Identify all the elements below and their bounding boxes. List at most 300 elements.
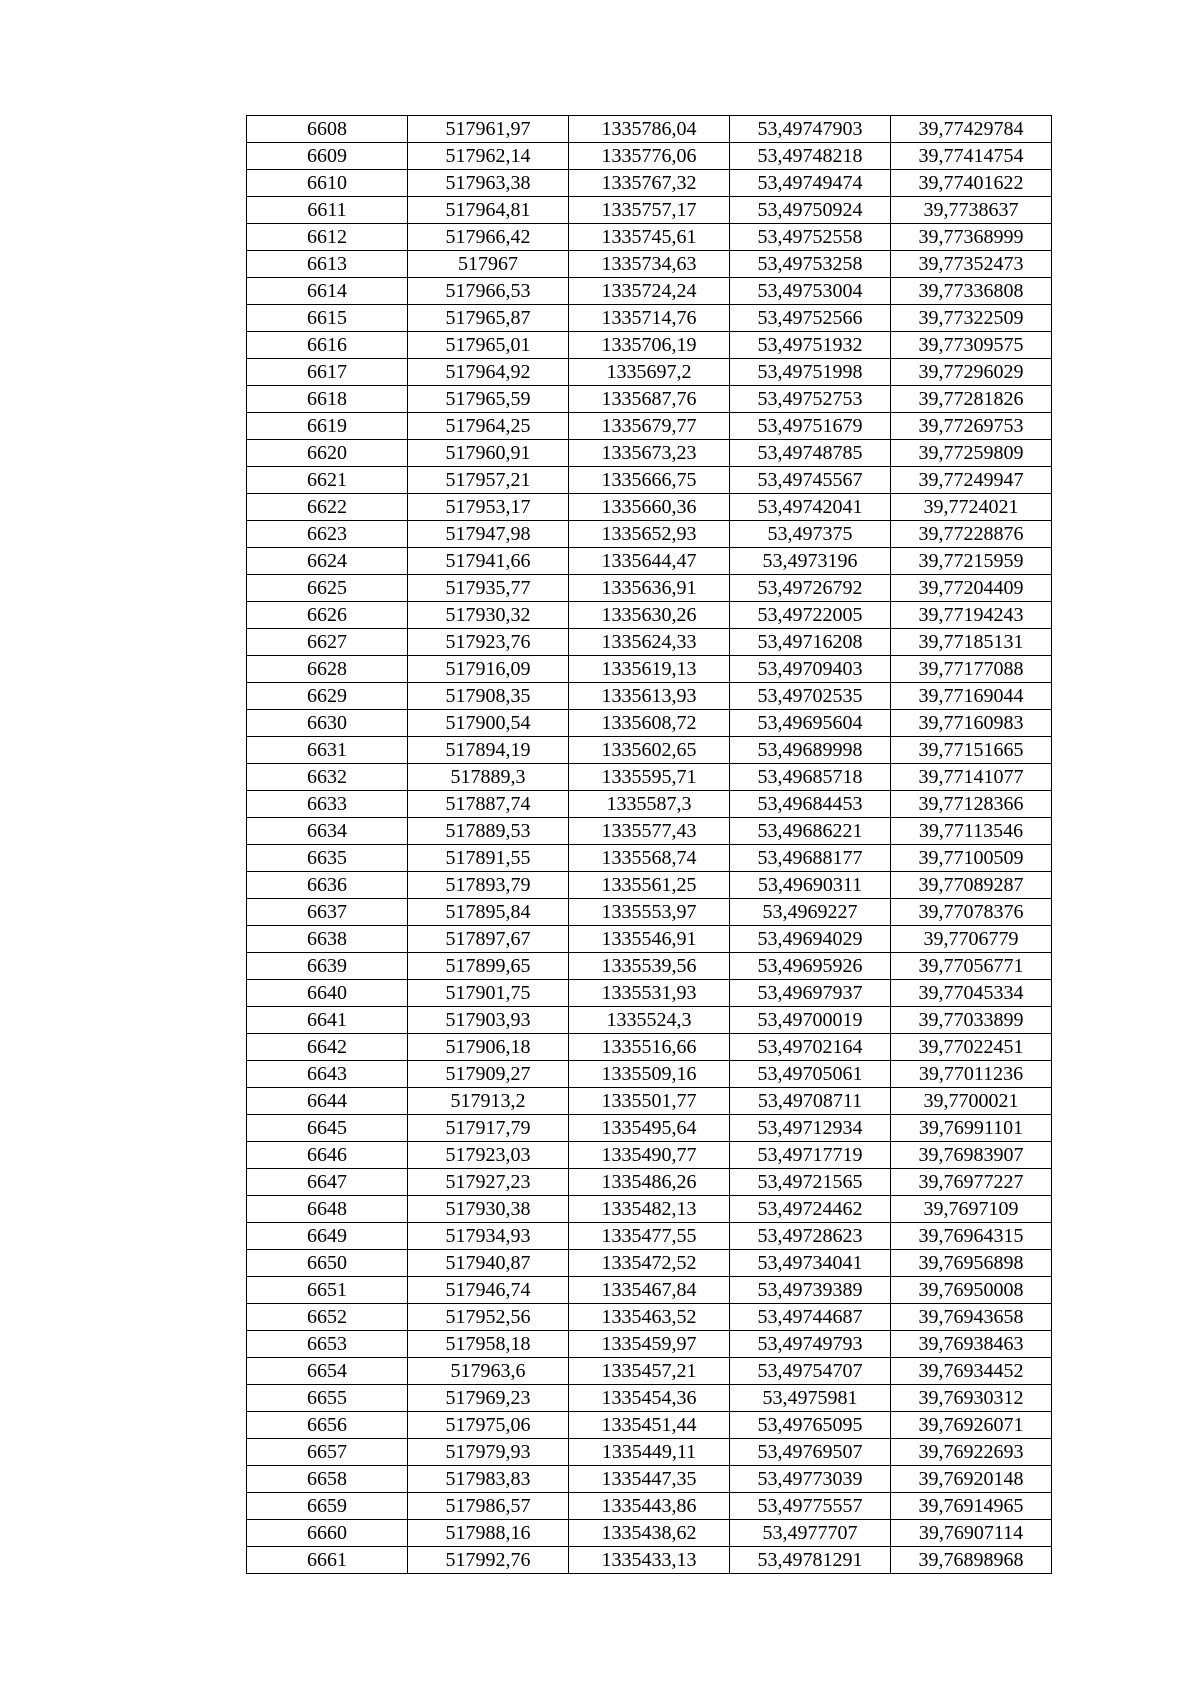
table-row [247,1142,1052,1169]
y-coordinate-cell: 1335451,44 [569,1412,730,1439]
x-coordinate-cell: 517964,81 [408,197,569,224]
x-coordinate-cell: 517941,66 [408,548,569,575]
y-coordinate-cell: 1335546,91 [569,926,730,953]
point-number-cell: 6634 [247,818,408,845]
table-row [247,1304,1052,1331]
latitude-cell: 53,49716208 [730,629,891,656]
latitude-cell: 53,49775557 [730,1493,891,1520]
latitude-cell: 53,49685718 [730,764,891,791]
point-number-cell: 6626 [247,602,408,629]
point-number-cell: 6636 [247,872,408,899]
latitude-cell: 53,49781291 [730,1547,891,1574]
latitude-cell: 53,49697937 [730,980,891,1007]
y-coordinate-cell: 1335608,72 [569,710,730,737]
table-row [247,224,1052,251]
x-coordinate-cell: 517908,35 [408,683,569,710]
x-coordinate-cell: 517940,87 [408,1250,569,1277]
latitude-cell: 53,49702164 [730,1034,891,1061]
y-coordinate-cell: 1335602,65 [569,737,730,764]
longitude-cell: 39,77215959 [891,548,1052,575]
latitude-cell: 53,49688177 [730,845,891,872]
longitude-cell: 39,77228876 [891,521,1052,548]
point-number-cell: 6638 [247,926,408,953]
latitude-cell: 53,49754707 [730,1358,891,1385]
point-number-cell: 6645 [247,1115,408,1142]
y-coordinate-cell: 1335509,16 [569,1061,730,1088]
latitude-cell: 53,497375 [730,521,891,548]
latitude-cell: 53,49751998 [730,359,891,386]
table-row [247,251,1052,278]
longitude-cell: 39,77336808 [891,278,1052,305]
latitude-cell: 53,49686221 [730,818,891,845]
x-coordinate-cell: 517891,55 [408,845,569,872]
table-row [247,1115,1052,1142]
y-coordinate-cell: 1335697,2 [569,359,730,386]
latitude-cell: 53,49752753 [730,386,891,413]
y-coordinate-cell: 1335687,76 [569,386,730,413]
table-row [247,467,1052,494]
x-coordinate-cell: 517916,09 [408,656,569,683]
x-coordinate-cell: 517893,79 [408,872,569,899]
y-coordinate-cell: 1335587,3 [569,791,730,818]
point-number-cell: 6644 [247,1088,408,1115]
table-row [247,521,1052,548]
point-number-cell: 6630 [247,710,408,737]
latitude-cell: 53,49748218 [730,143,891,170]
y-coordinate-cell: 1335477,55 [569,1223,730,1250]
longitude-cell: 39,77352473 [891,251,1052,278]
latitude-cell: 53,49734041 [730,1250,891,1277]
longitude-cell: 39,76914965 [891,1493,1052,1520]
point-number-cell: 6629 [247,683,408,710]
point-number-cell: 6624 [247,548,408,575]
table-row [247,1169,1052,1196]
point-number-cell: 6635 [247,845,408,872]
point-number-cell: 6659 [247,1493,408,1520]
point-number-cell: 6654 [247,1358,408,1385]
x-coordinate-cell: 517969,23 [408,1385,569,1412]
x-coordinate-cell: 517935,77 [408,575,569,602]
latitude-cell: 53,4977707 [730,1520,891,1547]
y-coordinate-cell: 1335613,93 [569,683,730,710]
point-number-cell: 6625 [247,575,408,602]
y-coordinate-cell: 1335724,24 [569,278,730,305]
y-coordinate-cell: 1335577,43 [569,818,730,845]
x-coordinate-cell: 517988,16 [408,1520,569,1547]
x-coordinate-cell: 517962,14 [408,143,569,170]
longitude-cell: 39,7706779 [891,926,1052,953]
table-row [247,737,1052,764]
coordinates-table [246,115,1052,1574]
y-coordinate-cell: 1335457,21 [569,1358,730,1385]
x-coordinate-cell: 517964,25 [408,413,569,440]
table-row [247,413,1052,440]
y-coordinate-cell: 1335454,36 [569,1385,730,1412]
table-row [247,494,1052,521]
longitude-cell: 39,76920148 [891,1466,1052,1493]
y-coordinate-cell: 1335636,91 [569,575,730,602]
y-coordinate-cell: 1335786,04 [569,116,730,143]
latitude-cell: 53,49722005 [730,602,891,629]
table-row [247,1061,1052,1088]
y-coordinate-cell: 1335438,62 [569,1520,730,1547]
table-row [247,170,1052,197]
table-row [247,1196,1052,1223]
x-coordinate-cell: 517965,87 [408,305,569,332]
latitude-cell: 53,49695604 [730,710,891,737]
longitude-cell: 39,77022451 [891,1034,1052,1061]
longitude-cell: 39,7724021 [891,494,1052,521]
latitude-cell: 53,49724462 [730,1196,891,1223]
longitude-cell: 39,77128366 [891,791,1052,818]
point-number-cell: 6632 [247,764,408,791]
latitude-cell: 53,49753258 [730,251,891,278]
latitude-cell: 53,49752558 [730,224,891,251]
point-number-cell: 6621 [247,467,408,494]
y-coordinate-cell: 1335624,33 [569,629,730,656]
table-row [247,305,1052,332]
x-coordinate-cell: 517986,57 [408,1493,569,1520]
longitude-cell: 39,76907114 [891,1520,1052,1547]
table-row [247,1034,1052,1061]
longitude-cell: 39,77322509 [891,305,1052,332]
y-coordinate-cell: 1335619,13 [569,656,730,683]
y-coordinate-cell: 1335433,13 [569,1547,730,1574]
y-coordinate-cell: 1335561,25 [569,872,730,899]
longitude-cell: 39,77033899 [891,1007,1052,1034]
longitude-cell: 39,77296029 [891,359,1052,386]
point-number-cell: 6631 [247,737,408,764]
latitude-cell: 53,49769507 [730,1439,891,1466]
longitude-cell: 39,76983907 [891,1142,1052,1169]
y-coordinate-cell: 1335553,97 [569,899,730,926]
table-row [247,980,1052,1007]
y-coordinate-cell: 1335447,35 [569,1466,730,1493]
point-number-cell: 6648 [247,1196,408,1223]
latitude-cell: 53,49752566 [730,305,891,332]
point-number-cell: 6656 [247,1412,408,1439]
x-coordinate-cell: 517887,74 [408,791,569,818]
x-coordinate-cell: 517946,74 [408,1277,569,1304]
point-number-cell: 6609 [247,143,408,170]
x-coordinate-cell: 517964,92 [408,359,569,386]
y-coordinate-cell: 1335486,26 [569,1169,730,1196]
table-row [247,1277,1052,1304]
x-coordinate-cell: 517966,42 [408,224,569,251]
y-coordinate-cell: 1335531,93 [569,980,730,1007]
latitude-cell: 53,49712934 [730,1115,891,1142]
latitude-cell: 53,49751679 [730,413,891,440]
table-row [247,1385,1052,1412]
table-row [247,359,1052,386]
latitude-cell: 53,49695926 [730,953,891,980]
longitude-cell: 39,76898968 [891,1547,1052,1574]
longitude-cell: 39,77151665 [891,737,1052,764]
table-row [247,1547,1052,1574]
y-coordinate-cell: 1335706,19 [569,332,730,359]
y-coordinate-cell: 1335463,52 [569,1304,730,1331]
x-coordinate-cell: 517899,65 [408,953,569,980]
x-coordinate-cell: 517957,21 [408,467,569,494]
table-row [247,197,1052,224]
table-row [247,845,1052,872]
longitude-cell: 39,7697109 [891,1196,1052,1223]
longitude-cell: 39,77078376 [891,899,1052,926]
y-coordinate-cell: 1335443,86 [569,1493,730,1520]
table-row [247,1223,1052,1250]
y-coordinate-cell: 1335482,13 [569,1196,730,1223]
table-row [247,1520,1052,1547]
latitude-cell: 53,49726792 [730,575,891,602]
x-coordinate-cell: 517900,54 [408,710,569,737]
table-row [247,1439,1052,1466]
x-coordinate-cell: 517927,23 [408,1169,569,1196]
latitude-cell: 53,49694029 [730,926,891,953]
table-row [247,1331,1052,1358]
table-row [247,1250,1052,1277]
y-coordinate-cell: 1335757,17 [569,197,730,224]
longitude-cell: 39,76964315 [891,1223,1052,1250]
x-coordinate-cell: 517958,18 [408,1331,569,1358]
x-coordinate-cell: 517965,01 [408,332,569,359]
y-coordinate-cell: 1335467,84 [569,1277,730,1304]
point-number-cell: 6641 [247,1007,408,1034]
latitude-cell: 53,49684453 [730,791,891,818]
x-coordinate-cell: 517975,06 [408,1412,569,1439]
point-number-cell: 6649 [247,1223,408,1250]
table-row [247,1007,1052,1034]
point-number-cell: 6620 [247,440,408,467]
y-coordinate-cell: 1335595,71 [569,764,730,791]
longitude-cell: 39,77160983 [891,710,1052,737]
point-number-cell: 6658 [247,1466,408,1493]
longitude-cell: 39,77169044 [891,683,1052,710]
longitude-cell: 39,77429784 [891,116,1052,143]
table-row [247,629,1052,656]
point-number-cell: 6637 [247,899,408,926]
y-coordinate-cell: 1335673,23 [569,440,730,467]
y-coordinate-cell: 1335745,61 [569,224,730,251]
table-row [247,602,1052,629]
longitude-cell: 39,76938463 [891,1331,1052,1358]
longitude-cell: 39,77100509 [891,845,1052,872]
table-row [247,143,1052,170]
point-number-cell: 6650 [247,1250,408,1277]
point-number-cell: 6614 [247,278,408,305]
longitude-cell: 39,76926071 [891,1412,1052,1439]
x-coordinate-cell: 517934,93 [408,1223,569,1250]
point-number-cell: 6646 [247,1142,408,1169]
point-number-cell: 6657 [247,1439,408,1466]
table-row [247,440,1052,467]
longitude-cell: 39,76977227 [891,1169,1052,1196]
latitude-cell: 53,4975981 [730,1385,891,1412]
latitude-cell: 53,4973196 [730,548,891,575]
latitude-cell: 53,49744687 [730,1304,891,1331]
point-number-cell: 6633 [247,791,408,818]
longitude-cell: 39,77113546 [891,818,1052,845]
x-coordinate-cell: 517961,97 [408,116,569,143]
longitude-cell: 39,77089287 [891,872,1052,899]
y-coordinate-cell: 1335679,77 [569,413,730,440]
latitude-cell: 53,49749793 [730,1331,891,1358]
point-number-cell: 6655 [247,1385,408,1412]
longitude-cell: 39,76950008 [891,1277,1052,1304]
x-coordinate-cell: 517963,38 [408,170,569,197]
table-row [247,1088,1052,1115]
point-number-cell: 6647 [247,1169,408,1196]
latitude-cell: 53,49717719 [730,1142,891,1169]
x-coordinate-cell: 517889,3 [408,764,569,791]
longitude-cell: 39,77309575 [891,332,1052,359]
longitude-cell: 39,76943658 [891,1304,1052,1331]
y-coordinate-cell: 1335495,64 [569,1115,730,1142]
longitude-cell: 39,77194243 [891,602,1052,629]
y-coordinate-cell: 1335644,47 [569,548,730,575]
x-coordinate-cell: 517894,19 [408,737,569,764]
coordinates-table-body [247,116,1052,1574]
x-coordinate-cell: 517947,98 [408,521,569,548]
table-row [247,1466,1052,1493]
point-number-cell: 6611 [247,197,408,224]
latitude-cell: 53,49773039 [730,1466,891,1493]
x-coordinate-cell: 517983,83 [408,1466,569,1493]
longitude-cell: 39,77177088 [891,656,1052,683]
point-number-cell: 6618 [247,386,408,413]
latitude-cell: 53,49745567 [730,467,891,494]
latitude-cell: 53,49765095 [730,1412,891,1439]
longitude-cell: 39,7738637 [891,197,1052,224]
latitude-cell: 53,49728623 [730,1223,891,1250]
x-coordinate-cell: 517909,27 [408,1061,569,1088]
longitude-cell: 39,7700021 [891,1088,1052,1115]
latitude-cell: 53,49747903 [730,116,891,143]
latitude-cell: 53,49689998 [730,737,891,764]
table-row [247,899,1052,926]
table-row [247,791,1052,818]
point-number-cell: 6639 [247,953,408,980]
longitude-cell: 39,77045334 [891,980,1052,1007]
longitude-cell: 39,77281826 [891,386,1052,413]
x-coordinate-cell: 517923,03 [408,1142,569,1169]
table-row [247,926,1052,953]
point-number-cell: 6642 [247,1034,408,1061]
x-coordinate-cell: 517917,79 [408,1115,569,1142]
point-number-cell: 6613 [247,251,408,278]
latitude-cell: 53,49721565 [730,1169,891,1196]
table-row [247,656,1052,683]
point-number-cell: 6622 [247,494,408,521]
point-number-cell: 6661 [247,1547,408,1574]
longitude-cell: 39,77249947 [891,467,1052,494]
longitude-cell: 39,77204409 [891,575,1052,602]
longitude-cell: 39,76991101 [891,1115,1052,1142]
point-number-cell: 6617 [247,359,408,386]
table-row [247,575,1052,602]
y-coordinate-cell: 1335539,56 [569,953,730,980]
x-coordinate-cell: 517913,2 [408,1088,569,1115]
table-row [247,1412,1052,1439]
point-number-cell: 6608 [247,116,408,143]
table-row [247,1493,1052,1520]
table-row [247,764,1052,791]
y-coordinate-cell: 1335652,93 [569,521,730,548]
longitude-cell: 39,77259809 [891,440,1052,467]
latitude-cell: 53,49700019 [730,1007,891,1034]
x-coordinate-cell: 517966,53 [408,278,569,305]
point-number-cell: 6660 [247,1520,408,1547]
point-number-cell: 6651 [247,1277,408,1304]
y-coordinate-cell: 1335734,63 [569,251,730,278]
latitude-cell: 53,4969227 [730,899,891,926]
point-number-cell: 6652 [247,1304,408,1331]
y-coordinate-cell: 1335524,3 [569,1007,730,1034]
latitude-cell: 53,49739389 [730,1277,891,1304]
longitude-cell: 39,76930312 [891,1385,1052,1412]
latitude-cell: 53,49742041 [730,494,891,521]
x-coordinate-cell: 517967 [408,251,569,278]
y-coordinate-cell: 1335666,75 [569,467,730,494]
longitude-cell: 39,77368999 [891,224,1052,251]
latitude-cell: 53,49709403 [730,656,891,683]
longitude-cell: 39,77141077 [891,764,1052,791]
table-row [247,683,1052,710]
longitude-cell: 39,77185131 [891,629,1052,656]
longitude-cell: 39,77011236 [891,1061,1052,1088]
x-coordinate-cell: 517897,67 [408,926,569,953]
y-coordinate-cell: 1335459,97 [569,1331,730,1358]
longitude-cell: 39,77414754 [891,143,1052,170]
x-coordinate-cell: 517992,76 [408,1547,569,1574]
table-row [247,1358,1052,1385]
latitude-cell: 53,49750924 [730,197,891,224]
x-coordinate-cell: 517923,76 [408,629,569,656]
longitude-cell: 39,76956898 [891,1250,1052,1277]
point-number-cell: 6628 [247,656,408,683]
x-coordinate-cell: 517952,56 [408,1304,569,1331]
x-coordinate-cell: 517889,53 [408,818,569,845]
latitude-cell: 53,49708711 [730,1088,891,1115]
y-coordinate-cell: 1335472,52 [569,1250,730,1277]
x-coordinate-cell: 517953,17 [408,494,569,521]
point-number-cell: 6643 [247,1061,408,1088]
latitude-cell: 53,49705061 [730,1061,891,1088]
point-number-cell: 6615 [247,305,408,332]
table-row [247,332,1052,359]
y-coordinate-cell: 1335568,74 [569,845,730,872]
latitude-cell: 53,49748785 [730,440,891,467]
point-number-cell: 6619 [247,413,408,440]
y-coordinate-cell: 1335776,06 [569,143,730,170]
latitude-cell: 53,49751932 [730,332,891,359]
x-coordinate-cell: 517960,91 [408,440,569,467]
table-row [247,386,1052,413]
y-coordinate-cell: 1335516,66 [569,1034,730,1061]
latitude-cell: 53,49702535 [730,683,891,710]
point-number-cell: 6640 [247,980,408,1007]
table-row [247,548,1052,575]
longitude-cell: 39,77401622 [891,170,1052,197]
point-number-cell: 6612 [247,224,408,251]
table-row [247,872,1052,899]
table-row [247,953,1052,980]
point-number-cell: 6653 [247,1331,408,1358]
latitude-cell: 53,49753004 [730,278,891,305]
x-coordinate-cell: 517965,59 [408,386,569,413]
y-coordinate-cell: 1335501,77 [569,1088,730,1115]
x-coordinate-cell: 517963,6 [408,1358,569,1385]
x-coordinate-cell: 517903,93 [408,1007,569,1034]
